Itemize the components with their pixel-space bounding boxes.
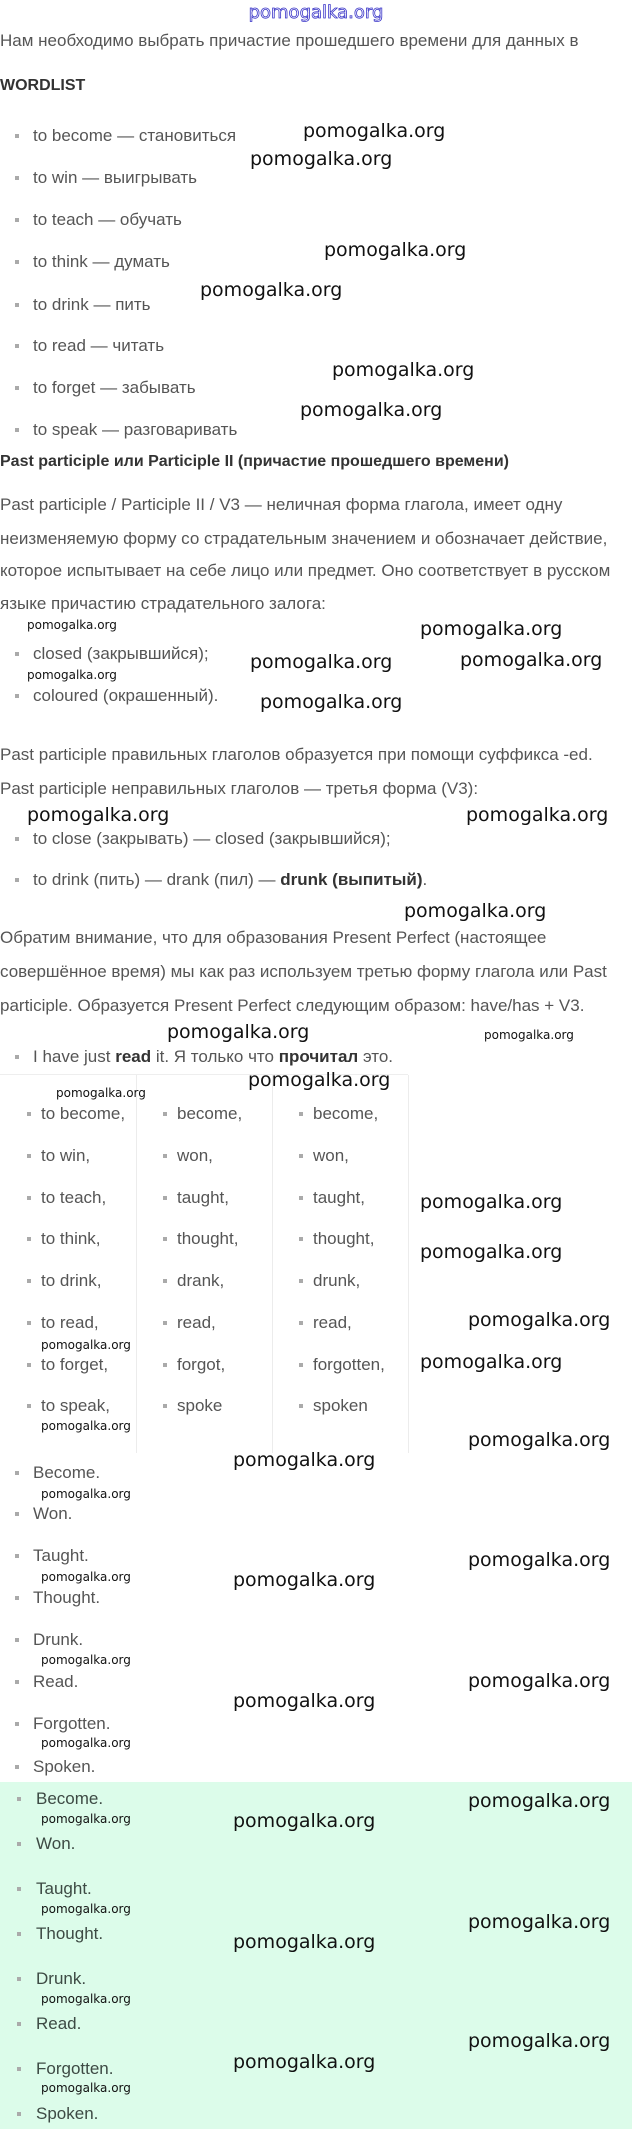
answer-item: Thought. [33,1588,101,1607]
bullet-icon [17,2022,21,2026]
watermark-text: pomogalka.org [460,649,603,671]
bullet-icon [15,1722,19,1726]
watermark-text: pomogalka.org [233,1569,376,1591]
bullet-icon [299,1112,303,1116]
bullet-icon [15,134,19,138]
bullet-icon [17,2067,21,2071]
highlighted-answer-item: Won. [36,1834,76,1853]
section-heading: Past participle или Participle II (причастие прошедшего времени) [0,453,509,470]
watermark-text: pomogalka.org [250,651,393,673]
bullet-icon [15,837,19,841]
highlighted-answer-item: Taught. [36,1879,92,1898]
watermark-text: pomogalka.org [466,804,609,826]
table-cell-participle: thought, [313,1229,375,1248]
table-cell-infinitive: to win, [41,1146,91,1165]
list-item: to forget — забывать [33,378,196,397]
answer-item: Spoken. [33,1757,96,1776]
highlighted-answer-item: Read. [36,2014,82,2033]
watermark-text: pomogalka.org [41,1419,131,1433]
bullet-icon [17,1797,21,1801]
watermark-text: pomogalka.org [248,1069,391,1091]
watermark-text: pomogalka.org [200,279,343,301]
watermark-text: pomogalka.org [27,804,170,826]
watermark-text: pomogalka.org [167,1021,310,1043]
bullet-icon [15,428,19,432]
text: это. [358,1047,394,1066]
table-cell-participle: spoken [313,1396,368,1415]
bullet-icon [27,1237,31,1241]
highlighted-answer-item: Spoken. [36,2104,99,2123]
watermark-text: pomogalka.org [41,1338,131,1352]
watermark-text: pomogalka.org [233,1449,376,1471]
bullet-icon [27,1154,31,1158]
highlighted-answer-item: Thought. [36,1924,104,1943]
table-cell-past: won, [177,1146,213,1165]
watermark-text: pomogalka.org [468,1790,611,1812]
watermark-text: pomogalka.org [41,1653,131,1667]
watermark-text: pomogalka.org [41,1812,131,1826]
bullet-icon [17,2112,21,2116]
table-cell-infinitive: to speak, [41,1396,110,1415]
watermark-text: pomogalka.org [27,618,117,632]
bold-text: read [115,1047,152,1066]
watermark-text: pomogalka.org [303,120,446,142]
table-cell-participle: forgotten, [313,1355,385,1374]
bullet-icon [15,694,19,698]
table-cell-participle: taught, [313,1188,365,1207]
bullet-icon [15,1638,19,1642]
watermark-text: pomogalka.org [468,1309,611,1331]
text: to drink (пить) — drank (пил) — [33,870,281,889]
bullet-icon [163,1404,167,1408]
bullet-icon [163,1154,167,1158]
table-cell-past: spoke [177,1396,223,1415]
bullet-icon [299,1237,303,1241]
bullet-icon [299,1363,303,1367]
watermark-text: pomogalka.org [468,1670,611,1692]
list-item: to think — думать [33,252,170,271]
watermark-text: pomogalka.org [250,148,393,170]
table-cell-past: read, [177,1313,216,1332]
watermark-text: pomogalka.org [404,900,547,922]
list-item: to teach — обучать [33,210,182,229]
bullet-icon [15,878,19,882]
watermark-text: pomogalka.org [468,1429,611,1451]
answer-item: Won. [33,1504,73,1523]
watermark-text: pomogalka.org [420,618,563,640]
paragraph-line: совершённое время) мы как раз используем третью форму глагола или Past [0,962,607,981]
bullet-icon [17,1887,21,1891]
watermark-text: pomogalka.org [233,1931,376,1953]
bullet-icon [15,386,19,390]
watermark-text: pomogalka.org [41,2081,131,2095]
table-cell-infinitive: to drink, [41,1271,102,1290]
table-cell-past: taught, [177,1188,229,1207]
verb-example-drink [33,870,427,890]
bullet-icon [17,1842,21,1846]
list-item: to become — становиться [33,126,237,145]
wordlist-title: WORDLIST [0,77,86,94]
column-divider [272,1075,273,1453]
answer-item: Taught. [33,1546,89,1565]
watermark-text: pomogalka.org [420,1241,563,1263]
bullet-icon [27,1112,31,1116]
watermark-text: pomogalka.org [468,1549,611,1571]
list-item: to win — выигрывать [33,168,198,187]
bullet-icon [15,344,19,348]
column-divider [136,1075,137,1453]
bullet-icon [27,1196,31,1200]
bullet-icon [163,1112,167,1116]
watermark-text: pomogalka.org [332,359,475,381]
table-cell-participle: won, [313,1146,349,1165]
watermark-text: pomogalka.org [468,2030,611,2052]
bullet-icon [15,176,19,180]
bold-text: прочитал [278,1047,359,1066]
site-logo-watermark: pomogalka.org [248,2,384,23]
bullet-icon [299,1196,303,1200]
watermark-text: pomogalka.org [233,2051,376,2073]
rule-line: Past participle правильных глаголов образуется при помощи суффикса -ed. [0,745,593,764]
highlighted-answer-item: Drunk. [36,1969,87,1988]
watermark-text: pomogalka.org [41,1992,131,2006]
table-cell-past: drank, [177,1271,225,1290]
watermark-text: pomogalka.org [41,1487,131,1501]
bullet-icon [163,1363,167,1367]
watermark-text: pomogalka.org [27,668,117,682]
watermark-text: pomogalka.org [324,239,467,261]
bullet-icon [299,1404,303,1408]
table-cell-past: become, [177,1104,243,1123]
bullet-icon [15,1680,19,1684]
bold-text: drunk (выпитый) [280,870,423,889]
watermark-text: pomogalka.org [468,1911,611,1933]
bullet-icon [15,218,19,222]
bullet-icon [299,1279,303,1283]
highlighted-answer-item: Become. [36,1789,104,1808]
answer-item: Drunk. [33,1630,84,1649]
watermark-text: pomogalka.org [233,1690,376,1712]
bullet-icon [15,260,19,264]
text: . [422,870,428,889]
text: it. Я только что [151,1047,279,1066]
bullet-icon [15,1055,19,1059]
watermark-text: pomogalka.org [41,1570,131,1584]
paragraph-line: Past participle / Participle II / V3 — неличная форма глагола, имеет одну [0,495,563,514]
bullet-icon [15,652,19,656]
table-cell-past: forgot, [177,1355,226,1374]
table-cell-participle: read, [313,1313,352,1332]
bullet-icon [17,1977,21,1981]
list-item: to drink — пить [33,295,151,314]
table-cell-infinitive: to become, [41,1104,126,1123]
table-cell-infinitive: to forget, [41,1355,109,1374]
table-cell-participle: become, [313,1104,379,1123]
bullet-icon [163,1321,167,1325]
bullet-icon [163,1279,167,1283]
watermark-text: pomogalka.org [300,399,443,421]
bullet-icon [15,303,19,307]
bullet-icon [27,1321,31,1325]
table-cell-infinitive: to think, [41,1229,101,1248]
list-item: to read — читать [33,336,165,355]
example-sentence [33,1047,393,1067]
verb-example-close: to close (закрывать) — closed (закрывшийся); [33,829,391,848]
watermark-text: pomogalka.org [56,1086,146,1100]
intro-text: Нам необходимо выбрать причастие прошедшего времени для данных в [0,31,579,50]
watermark-text: pomogalka.org [484,1028,574,1042]
column-divider [408,1075,409,1453]
paragraph-line: Обратим внимание, что для образования Present Perfect (настоящее [0,928,547,947]
bullet-icon [27,1279,31,1283]
paragraph-line: которое испытывает на себе лицо или предмет. Оно соответствует в русском [0,561,611,580]
bullet-icon [27,1404,31,1408]
table-cell-past: thought, [177,1229,239,1248]
bullet-icon [15,1512,19,1516]
answer-item: Become. [33,1463,101,1482]
table-cell-participle: drunk, [313,1271,361,1290]
watermark-text: pomogalka.org [260,691,403,713]
bullet-icon [27,1363,31,1367]
bullet-icon [299,1154,303,1158]
bullet-icon [15,1554,19,1558]
example-item: closed (закрывшийся); [33,644,209,663]
highlighted-answer-item: Forgotten. [36,2059,114,2078]
list-item: to speak — разговаривать [33,420,238,439]
paragraph-line: неизменяемую форму со страдательным значением и обозначает действие, [0,529,608,548]
watermark-text: pomogalka.org [41,1736,131,1750]
paragraph-line: participle. Образуется Present Perfect следующим образом: have/has + V3. [0,996,585,1015]
bullet-icon [15,1765,19,1769]
bullet-icon [17,1932,21,1936]
paragraph-line: языке причастию страдательного залога: [0,594,326,613]
bullet-icon [15,1471,19,1475]
bullet-icon [299,1321,303,1325]
example-item: coloured (окрашенный). [33,686,219,705]
table-cell-infinitive: to read, [41,1313,99,1332]
table-cell-infinitive: to teach, [41,1188,107,1207]
watermark-text: pomogalka.org [420,1191,563,1213]
watermark-text: pomogalka.org [233,1810,376,1832]
answer-item: Forgotten. [33,1714,111,1733]
bullet-icon [163,1196,167,1200]
watermark-text: pomogalka.org [41,1902,131,1916]
watermark-text: pomogalka.org [420,1351,563,1373]
bullet-icon [163,1237,167,1241]
rule-line: Past participle неправильных глаголов — третья форма (V3): [0,779,479,798]
text: I have just [33,1047,116,1066]
answer-item: Read. [33,1672,79,1691]
bullet-icon [15,1596,19,1600]
